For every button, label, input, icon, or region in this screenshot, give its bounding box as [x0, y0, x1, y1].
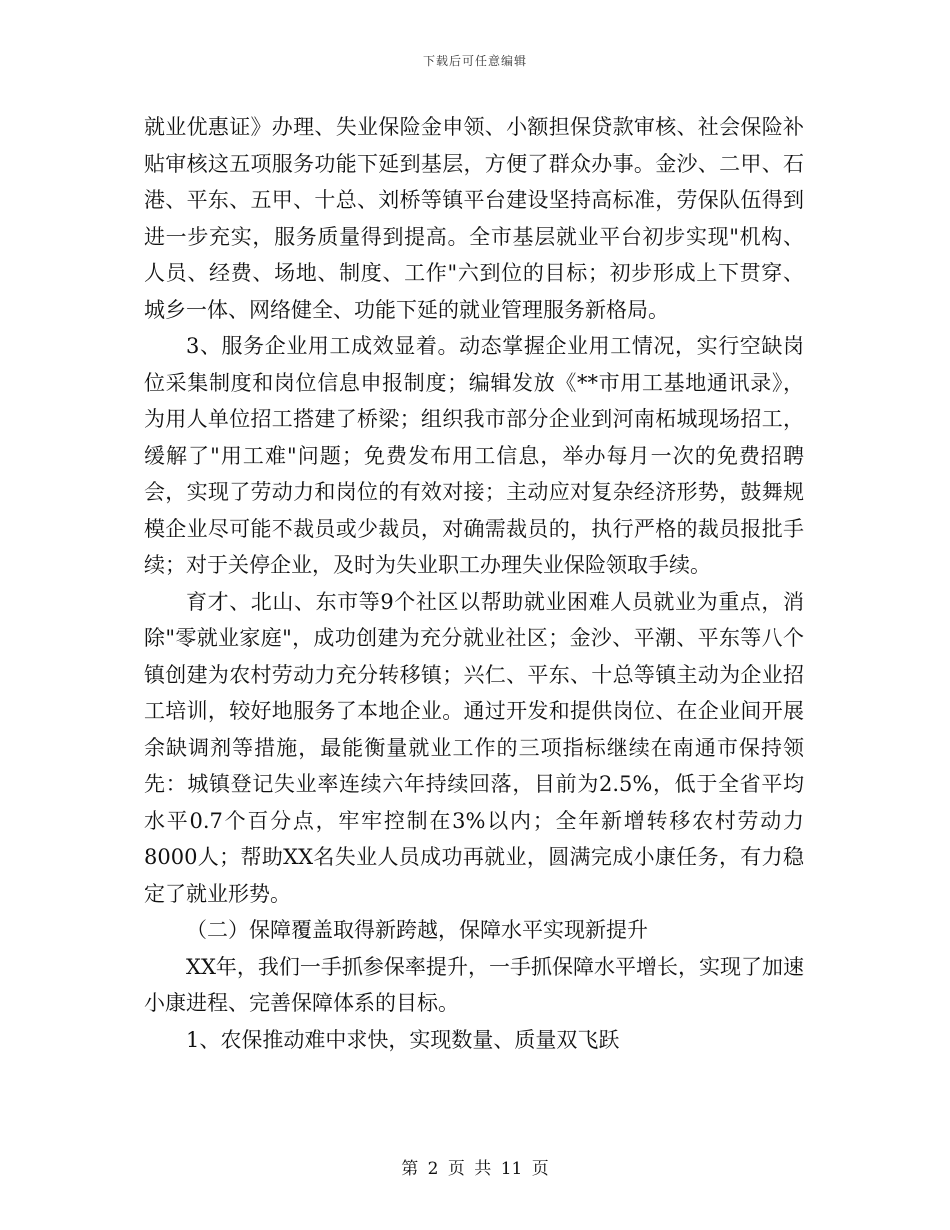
subheading-rural-insurance: 1、农保推动难中求快，实现数量、质量双飞跃 [186, 1027, 620, 1052]
paragraph-enterprise-employment: 3、服务企业用工成效显着。动态掌握企业用工情况，实行空缺岗位采集制度和岗位信息申报制度；编辑发放《**市用工基地通讯录》，为用人单位招工搭建了桥梁；组织我市部分企业到河南柘城现场招工，缓解了"用工难"问题；免费发布用工信息，举办每月一次的免费招聘会，实现了劳动力和岗位的有效对接；主动应对复杂经济形势，鼓舞规模企业尽可能不裁员或少裁员，对确需裁员的，执行严格的裁员报批手续；对于关停企业，及时为失业职工办理失业保险领取手续。 [144, 334, 804, 577]
paragraph-insurance-summary: XX年，我们一手抓参保率提升，一手抓保障水平增长，实现了加速小康进程、完善保障体系的目标。 [144, 954, 804, 1015]
section-heading-2: （二）保障覆盖取得新跨越，保障水平实现新提升 [186, 918, 648, 942]
paragraph-community-employment: 育才、北山、东市等9个社区以帮助就业困难人员就业为重点，消除"零就业家庭"，成功创建为充分就业社区；金沙、平潮、平东等八个镇创建为农村劳动力充分转移镇；兴仁、平东、十总等镇主动为企业招工培训，较好地服务了本地企业。通过开发和提供岗位、在企业间开展余缺调剂等措施，最能衡量就业工作的三项指标继续在南通市保持领先：城镇登记失业率连续六年持续回落，目前为2.5%，低于全省平均水平0.7个百分点，牢牢控制在3%以内；全年新增转移农村劳动力8000人；帮助XX名失业人员成功再就业，圆满完成小康任务，有力稳定了就业形势。 [144, 589, 804, 906]
paragraph-platform-construction: 就业优惠证》办理、失业保险金申领、小额担保贷款审核、社会保险补贴审核这五项服务功能下延到基层，方便了群众办事。金沙、二甲、石港、平东、五甲、十总、刘桥等镇平台建设坚持高标准，劳保队伍得到进一步充实，服务质量得到提高。全市基层就业平台初步实现"机构、人员、经费、场地、制度、工作"六到位的目标；初步形成上下贯穿、城乡一体、网络健全、功能下延的就业管理服务新格局。 [144, 115, 804, 322]
page-number: 第 2 页 共 11 页 [401, 1159, 549, 1179]
document-body [144, 109, 804, 1058]
page-header: 下载后可任意编辑 [422, 54, 527, 68]
